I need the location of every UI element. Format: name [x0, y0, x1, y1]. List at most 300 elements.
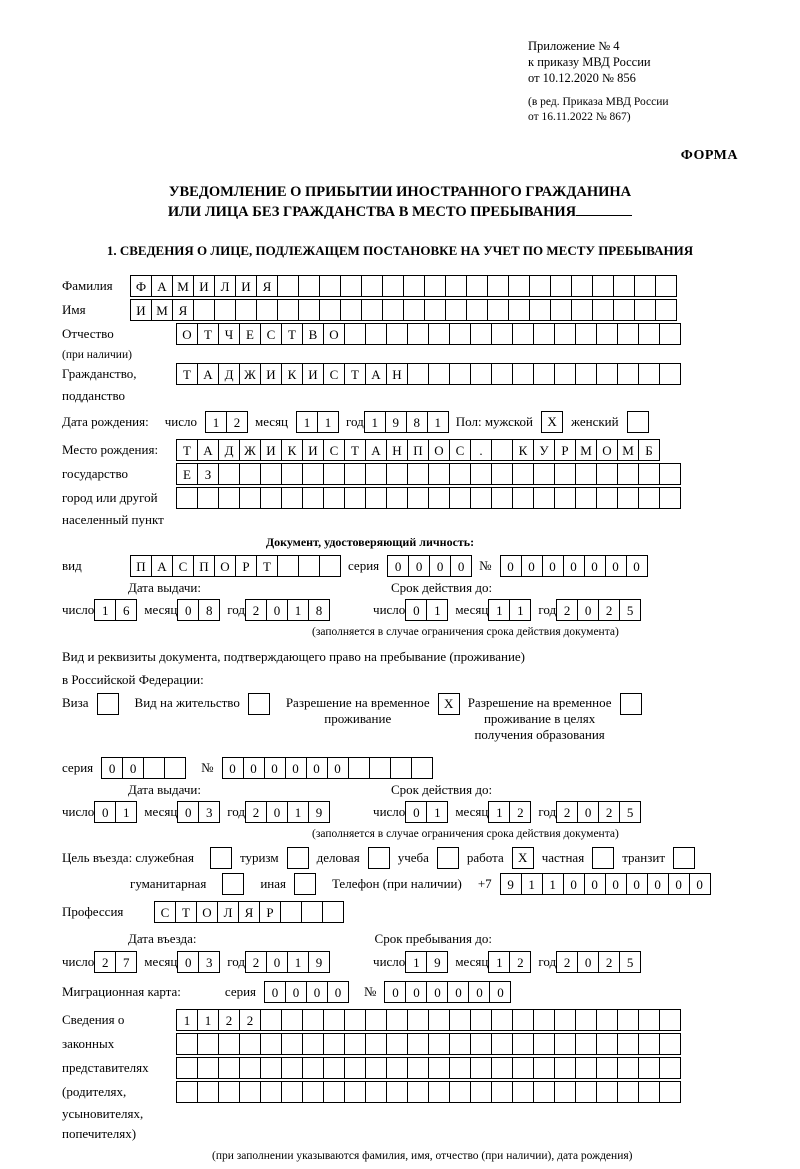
cell[interactable]: 2 — [94, 951, 116, 973]
cell[interactable]: 0 — [327, 757, 349, 779]
cell[interactable] — [617, 323, 639, 345]
cell[interactable]: 0 — [384, 981, 406, 1003]
cell[interactable]: 0 — [605, 555, 627, 577]
checkbox-purpose-transit[interactable] — [673, 847, 695, 869]
cell[interactable]: 2 — [556, 599, 578, 621]
cell[interactable] — [256, 299, 278, 321]
cell[interactable]: 1 — [426, 599, 448, 621]
cell[interactable] — [386, 487, 408, 509]
cell[interactable]: Ж — [239, 363, 261, 385]
field-citizenship[interactable] — [176, 363, 680, 385]
cell[interactable]: И — [235, 275, 257, 297]
cell[interactable]: 2 — [598, 951, 620, 973]
field-doc-kind[interactable] — [130, 555, 340, 577]
cell[interactable] — [344, 1081, 366, 1103]
cell[interactable]: Л — [214, 275, 236, 297]
cell[interactable]: Ч — [218, 323, 240, 345]
cell[interactable] — [659, 1009, 681, 1031]
cell[interactable] — [197, 487, 219, 509]
cell[interactable] — [613, 299, 635, 321]
cell[interactable] — [596, 463, 618, 485]
cell[interactable] — [466, 275, 488, 297]
cell[interactable]: 9 — [308, 801, 330, 823]
cell[interactable]: С — [449, 439, 471, 461]
cell[interactable]: 1 — [542, 873, 564, 895]
cell[interactable]: Т — [344, 439, 366, 461]
cell[interactable] — [424, 275, 446, 297]
cell[interactable]: 0 — [177, 951, 199, 973]
cell[interactable] — [281, 487, 303, 509]
cell[interactable]: А — [197, 363, 219, 385]
cell[interactable] — [491, 323, 513, 345]
cell[interactable]: 5 — [619, 801, 641, 823]
cell[interactable] — [260, 1081, 282, 1103]
cell[interactable]: Д — [218, 363, 240, 385]
cell[interactable]: 8 — [308, 599, 330, 621]
cell[interactable] — [571, 299, 593, 321]
cell[interactable]: Я — [256, 275, 278, 297]
cell[interactable]: 1 — [488, 951, 510, 973]
cell[interactable] — [344, 1009, 366, 1031]
cell[interactable] — [403, 299, 425, 321]
cell[interactable]: 2 — [509, 801, 531, 823]
cell[interactable] — [470, 463, 492, 485]
checkbox-sex-female[interactable] — [627, 411, 649, 433]
cell[interactable] — [596, 1009, 618, 1031]
cell[interactable] — [491, 1033, 513, 1055]
cell[interactable]: 0 — [266, 599, 288, 621]
field-legal-rep-row2[interactable] — [176, 1033, 680, 1055]
cell[interactable] — [655, 299, 677, 321]
cell[interactable] — [365, 1033, 387, 1055]
cell[interactable] — [470, 1057, 492, 1079]
cell[interactable] — [361, 275, 383, 297]
cell[interactable]: М — [172, 275, 194, 297]
cell[interactable] — [382, 299, 404, 321]
cell[interactable]: 0 — [584, 873, 606, 895]
field-name[interactable] — [130, 299, 676, 321]
cell[interactable]: К — [281, 363, 303, 385]
cell[interactable]: 2 — [239, 1009, 261, 1031]
cell[interactable] — [508, 275, 530, 297]
cell[interactable]: 1 — [405, 951, 427, 973]
cell[interactable]: 1 — [176, 1009, 198, 1031]
field-surname[interactable] — [130, 275, 676, 297]
field-doc-issue-month[interactable] — [177, 599, 219, 621]
cell[interactable] — [323, 1057, 345, 1079]
checkbox-purpose-other[interactable] — [294, 873, 316, 895]
cell[interactable] — [386, 323, 408, 345]
checkbox-temp-residence[interactable]: X — [438, 693, 460, 715]
cell[interactable] — [428, 1057, 450, 1079]
cell[interactable] — [638, 323, 660, 345]
cell[interactable]: 0 — [647, 873, 669, 895]
field-stay-day[interactable] — [405, 951, 447, 973]
cell[interactable] — [407, 1081, 429, 1103]
cell[interactable] — [239, 1033, 261, 1055]
cell[interactable] — [239, 1057, 261, 1079]
cell[interactable] — [411, 757, 433, 779]
cell[interactable] — [554, 1081, 576, 1103]
cell[interactable] — [176, 487, 198, 509]
cell[interactable] — [638, 1033, 660, 1055]
cell[interactable] — [659, 323, 681, 345]
cell[interactable]: Я — [172, 299, 194, 321]
cell[interactable] — [596, 323, 618, 345]
cell[interactable] — [659, 463, 681, 485]
cell[interactable]: 1 — [427, 411, 449, 433]
cell[interactable]: 0 — [584, 555, 606, 577]
cell[interactable]: 2 — [218, 1009, 240, 1031]
cell[interactable] — [218, 463, 240, 485]
cell[interactable] — [323, 1081, 345, 1103]
cell[interactable]: Е — [239, 323, 261, 345]
cell[interactable] — [218, 1057, 240, 1079]
cell[interactable] — [449, 463, 471, 485]
field-right-number[interactable] — [222, 757, 432, 779]
cell[interactable]: 0 — [626, 873, 648, 895]
cell[interactable] — [449, 1057, 471, 1079]
cell[interactable] — [407, 487, 429, 509]
cell[interactable] — [596, 1081, 618, 1103]
cell[interactable] — [386, 1081, 408, 1103]
cell[interactable]: Т — [344, 363, 366, 385]
cell[interactable] — [428, 1033, 450, 1055]
cell[interactable] — [533, 1081, 555, 1103]
cell[interactable] — [487, 275, 509, 297]
cell[interactable]: И — [193, 275, 215, 297]
cell[interactable] — [529, 299, 551, 321]
cell[interactable] — [214, 299, 236, 321]
cell[interactable] — [550, 299, 572, 321]
cell[interactable] — [617, 463, 639, 485]
field-doc-valid-month[interactable] — [488, 599, 530, 621]
cell[interactable] — [176, 1033, 198, 1055]
cell[interactable]: К — [512, 439, 534, 461]
cell[interactable] — [470, 1033, 492, 1055]
cell[interactable]: А — [365, 439, 387, 461]
cell[interactable] — [281, 1009, 303, 1031]
cell[interactable] — [340, 275, 362, 297]
cell[interactable] — [280, 901, 302, 923]
cell[interactable] — [638, 487, 660, 509]
cell[interactable] — [319, 275, 341, 297]
cell[interactable]: 0 — [605, 873, 627, 895]
cell[interactable]: 0 — [243, 757, 265, 779]
cell[interactable] — [428, 323, 450, 345]
cell[interactable] — [428, 363, 450, 385]
cell[interactable] — [386, 463, 408, 485]
cell[interactable]: 1 — [509, 599, 531, 621]
cell[interactable] — [281, 1081, 303, 1103]
checkbox-purpose-tourism[interactable] — [287, 847, 309, 869]
cell[interactable]: 0 — [577, 951, 599, 973]
cell[interactable] — [575, 1033, 597, 1055]
cell[interactable]: Р — [235, 555, 257, 577]
cell[interactable] — [193, 299, 215, 321]
cell[interactable]: 1 — [115, 801, 137, 823]
cell[interactable]: 0 — [626, 555, 648, 577]
cell[interactable]: . — [470, 439, 492, 461]
cell[interactable] — [340, 299, 362, 321]
cell[interactable] — [382, 275, 404, 297]
field-right-valid-day[interactable] — [405, 801, 447, 823]
cell[interactable] — [407, 463, 429, 485]
field-legal-rep-row4[interactable] — [176, 1081, 680, 1103]
cell[interactable]: 0 — [689, 873, 711, 895]
cell[interactable] — [491, 463, 513, 485]
cell[interactable]: Н — [386, 363, 408, 385]
cell[interactable]: С — [260, 323, 282, 345]
field-phone[interactable] — [500, 873, 710, 895]
cell[interactable]: А — [197, 439, 219, 461]
cell[interactable]: 5 — [619, 951, 641, 973]
cell[interactable]: 2 — [598, 801, 620, 823]
cell[interactable] — [449, 1081, 471, 1103]
cell[interactable] — [365, 463, 387, 485]
cell[interactable] — [403, 275, 425, 297]
cell[interactable] — [659, 363, 681, 385]
cell[interactable] — [239, 1081, 261, 1103]
cell[interactable]: 0 — [266, 801, 288, 823]
field-right-valid-year[interactable] — [556, 801, 640, 823]
cell[interactable] — [533, 487, 555, 509]
cell[interactable] — [428, 487, 450, 509]
field-doc-valid-year[interactable] — [556, 599, 640, 621]
checkbox-purpose-work[interactable]: X — [512, 847, 534, 869]
checkbox-residence[interactable] — [248, 693, 270, 715]
cell[interactable] — [491, 1057, 513, 1079]
cell[interactable] — [445, 299, 467, 321]
cell[interactable] — [407, 363, 429, 385]
cell[interactable] — [470, 323, 492, 345]
cell[interactable]: И — [130, 299, 152, 321]
cell[interactable] — [491, 363, 513, 385]
cell[interactable] — [197, 1033, 219, 1055]
cell[interactable]: С — [323, 439, 345, 461]
cell[interactable] — [344, 487, 366, 509]
cell[interactable]: И — [260, 439, 282, 461]
cell[interactable] — [260, 1057, 282, 1079]
cell[interactable] — [659, 1033, 681, 1055]
cell[interactable] — [235, 299, 257, 321]
cell[interactable] — [323, 487, 345, 509]
cell[interactable] — [428, 1081, 450, 1103]
cell[interactable]: 0 — [450, 555, 472, 577]
cell[interactable] — [533, 1009, 555, 1031]
cell[interactable] — [428, 463, 450, 485]
cell[interactable]: 9 — [500, 873, 522, 895]
cell[interactable]: Р — [554, 439, 576, 461]
cell[interactable] — [298, 299, 320, 321]
field-entry-month[interactable] — [177, 951, 219, 973]
cell[interactable]: 0 — [285, 981, 307, 1003]
cell[interactable] — [365, 323, 387, 345]
cell[interactable]: 0 — [94, 801, 116, 823]
cell[interactable] — [260, 463, 282, 485]
cell[interactable] — [298, 275, 320, 297]
cell[interactable]: И — [260, 363, 282, 385]
field-doc-issue-day[interactable] — [94, 599, 136, 621]
cell[interactable] — [277, 299, 299, 321]
cell[interactable]: 0 — [447, 981, 469, 1003]
cell[interactable] — [470, 487, 492, 509]
cell[interactable] — [449, 1033, 471, 1055]
field-right-issue-year[interactable] — [245, 801, 329, 823]
cell[interactable] — [407, 1009, 429, 1031]
cell[interactable] — [512, 1081, 534, 1103]
cell[interactable] — [659, 1081, 681, 1103]
cell[interactable]: 2 — [245, 801, 267, 823]
cell[interactable] — [512, 323, 534, 345]
cell[interactable] — [638, 1009, 660, 1031]
cell[interactable]: 0 — [101, 757, 123, 779]
cell[interactable]: В — [302, 323, 324, 345]
cell[interactable] — [470, 363, 492, 385]
cell[interactable] — [449, 363, 471, 385]
cell[interactable] — [322, 901, 344, 923]
cell[interactable]: Я — [238, 901, 260, 923]
cell[interactable]: 8 — [406, 411, 428, 433]
cell[interactable] — [638, 1057, 660, 1079]
cell[interactable]: 0 — [577, 801, 599, 823]
cell[interactable] — [638, 463, 660, 485]
cell[interactable] — [596, 363, 618, 385]
cell[interactable]: 0 — [177, 599, 199, 621]
cell[interactable] — [197, 1057, 219, 1079]
cell[interactable] — [617, 487, 639, 509]
cell[interactable]: 1 — [317, 411, 339, 433]
cell[interactable]: 0 — [405, 801, 427, 823]
cell[interactable]: 1 — [94, 599, 116, 621]
cell[interactable]: 0 — [542, 555, 564, 577]
cell[interactable] — [533, 363, 555, 385]
cell[interactable] — [533, 463, 555, 485]
cell[interactable] — [512, 487, 534, 509]
cell[interactable] — [638, 1081, 660, 1103]
cell[interactable] — [592, 299, 614, 321]
cell[interactable] — [390, 757, 412, 779]
cell[interactable] — [281, 463, 303, 485]
cell[interactable]: П — [407, 439, 429, 461]
cell[interactable]: 0 — [122, 757, 144, 779]
cell[interactable] — [164, 757, 186, 779]
cell[interactable] — [533, 1057, 555, 1079]
cell[interactable]: Т — [281, 323, 303, 345]
cell[interactable] — [575, 1057, 597, 1079]
field-right-series[interactable] — [101, 757, 185, 779]
cell[interactable] — [491, 439, 513, 461]
cell[interactable]: 1 — [364, 411, 386, 433]
cell[interactable]: П — [130, 555, 152, 577]
cell[interactable]: М — [617, 439, 639, 461]
cell[interactable] — [554, 1057, 576, 1079]
cell[interactable] — [323, 1033, 345, 1055]
cell[interactable] — [428, 1009, 450, 1031]
cell[interactable] — [617, 1009, 639, 1031]
cell[interactable] — [344, 1057, 366, 1079]
cell[interactable]: Т — [176, 363, 198, 385]
checkbox-purpose-business[interactable] — [368, 847, 390, 869]
cell[interactable]: О — [428, 439, 450, 461]
cell[interactable] — [386, 1033, 408, 1055]
cell[interactable] — [176, 1081, 198, 1103]
cell[interactable] — [634, 299, 656, 321]
cell[interactable] — [344, 1033, 366, 1055]
cell[interactable] — [550, 275, 572, 297]
cell[interactable] — [277, 555, 299, 577]
cell[interactable]: 0 — [266, 951, 288, 973]
cell[interactable]: Ж — [239, 439, 261, 461]
cell[interactable] — [302, 1009, 324, 1031]
cell[interactable] — [302, 1081, 324, 1103]
cell[interactable] — [319, 555, 341, 577]
cell[interactable] — [407, 1057, 429, 1079]
field-doc-number[interactable] — [500, 555, 647, 577]
cell[interactable] — [596, 487, 618, 509]
field-right-issue-month[interactable] — [177, 801, 219, 823]
cell[interactable] — [365, 1057, 387, 1079]
cell[interactable] — [143, 757, 165, 779]
cell[interactable]: Р — [259, 901, 281, 923]
cell[interactable] — [218, 1033, 240, 1055]
field-stay-year[interactable] — [556, 951, 640, 973]
field-birth-city-row2[interactable] — [176, 463, 680, 485]
cell[interactable] — [554, 1033, 576, 1055]
field-legal-rep-row3[interactable] — [176, 1057, 680, 1079]
cell[interactable]: 3 — [198, 801, 220, 823]
cell[interactable]: 0 — [222, 757, 244, 779]
cell[interactable] — [239, 487, 261, 509]
cell[interactable] — [617, 363, 639, 385]
field-profession[interactable] — [154, 901, 343, 923]
cell[interactable] — [449, 1009, 471, 1031]
cell[interactable]: И — [302, 363, 324, 385]
cell[interactable]: 1 — [296, 411, 318, 433]
cell[interactable]: 0 — [489, 981, 511, 1003]
cell[interactable]: 1 — [287, 599, 309, 621]
cell[interactable]: О — [196, 901, 218, 923]
cell[interactable]: Т — [256, 555, 278, 577]
cell[interactable]: 2 — [556, 951, 578, 973]
cell[interactable] — [466, 299, 488, 321]
cell[interactable]: Т — [175, 901, 197, 923]
cell[interactable]: 6 — [115, 599, 137, 621]
cell[interactable] — [592, 275, 614, 297]
field-entry-year[interactable] — [245, 951, 329, 973]
cell[interactable]: 0 — [521, 555, 543, 577]
cell[interactable]: С — [154, 901, 176, 923]
cell[interactable] — [445, 275, 467, 297]
cell[interactable] — [596, 1033, 618, 1055]
cell[interactable] — [260, 1033, 282, 1055]
cell[interactable] — [281, 1033, 303, 1055]
cell[interactable]: 9 — [385, 411, 407, 433]
cell[interactable]: 0 — [264, 981, 286, 1003]
cell[interactable]: 2 — [509, 951, 531, 973]
field-mig-series[interactable] — [264, 981, 348, 1003]
cell[interactable] — [491, 487, 513, 509]
cell[interactable]: 7 — [115, 951, 137, 973]
field-legal-rep-row1[interactable] — [176, 1009, 680, 1031]
cell[interactable]: 0 — [306, 981, 328, 1003]
cell[interactable] — [487, 299, 509, 321]
cell[interactable] — [260, 487, 282, 509]
cell[interactable] — [449, 323, 471, 345]
cell[interactable] — [344, 463, 366, 485]
cell[interactable] — [323, 463, 345, 485]
field-stay-month[interactable] — [488, 951, 530, 973]
